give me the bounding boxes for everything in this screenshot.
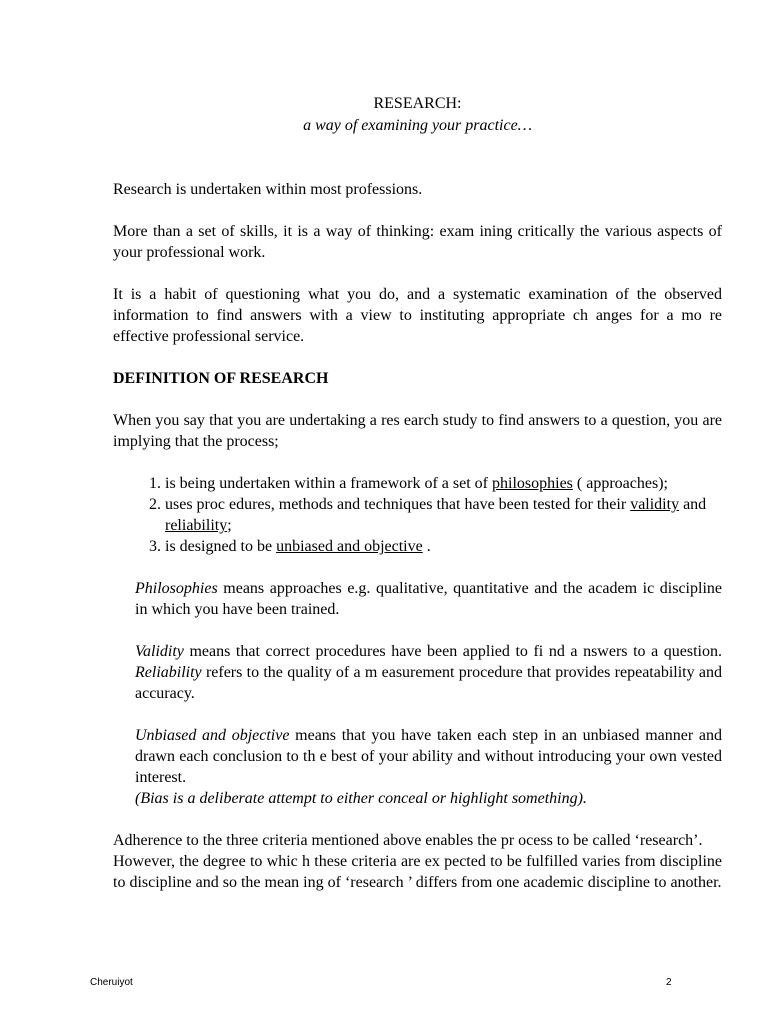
page-number: 2 bbox=[666, 977, 672, 988]
reliability-term: reliability bbox=[165, 517, 228, 534]
closing-paragraph-1: Adherence to the three criteria mentioned above enables the pr ocess to be called ‘research’. bbox=[113, 832, 703, 849]
closing-paragraph-2: However, the degree to whic h these criteria are ex pected to be fulfilled varies from discipline to discipline and so the mean ing of ‘research ’ differs from one academic discipline to another. bbox=[113, 853, 722, 891]
page-subtitle: a way of examining your practice… bbox=[303, 117, 532, 134]
criteria-list bbox=[113, 473, 722, 557]
philosophies-term: philosophies bbox=[492, 475, 573, 492]
intro-paragraph-2: More than a set of skills, it is a way of thinking: exam ining critically the various aspects of your professional work. bbox=[113, 223, 722, 261]
unbiased-term: unbiased and objective bbox=[276, 538, 423, 555]
unbiased-definition: Unbiased and objective means that you have taken each step in an unbiased manner and drawn each conclusion to th e best of your ability and without introducing your own vested interest. bbox=[135, 727, 722, 786]
page-title: RESEARCH: bbox=[373, 95, 462, 112]
philosophies-definition: Philosophies means approaches e.g. qualitative, quantitative and the academ ic discipline in which you have been trained. bbox=[135, 580, 722, 618]
intro-paragraph-3: It is a habit of questioning what you do, and a systematic examination of the observed information to find answers with a view to instituting appropriate ch anges for a mo re effective professional service. bbox=[113, 286, 722, 345]
list-item: 1. is being undertaken within a framework of a set of philosophies ( approaches); bbox=[165, 473, 722, 494]
definition-lead: When you say that you are undertaking a res earch study to find answers to a question, you are implying that the process; bbox=[113, 412, 722, 450]
document-body bbox=[113, 93, 722, 893]
validity-term: validity bbox=[630, 496, 680, 513]
footer-author: Cheruiyot bbox=[90, 977, 133, 988]
intro-paragraph-1: Research is undertaken within most professions. bbox=[113, 181, 423, 198]
definition-heading: DEFINITION OF RESEARCH bbox=[113, 370, 329, 387]
list-item: 2. uses proc edures, methods and techniques that have been tested for their validity and reliability; bbox=[165, 494, 722, 536]
bias-note: (Bias is a deliberate attempt to either conceal or highlight something). bbox=[135, 790, 587, 807]
list-item: 3. is designed to be unbiased and objective . bbox=[165, 536, 722, 557]
validity-definition: Validity means that correct procedures have been applied to fi nd a nswers to a question. Reliability refers to the quality of a m easurement procedure that provides repeatability and accuracy. bbox=[135, 643, 722, 702]
